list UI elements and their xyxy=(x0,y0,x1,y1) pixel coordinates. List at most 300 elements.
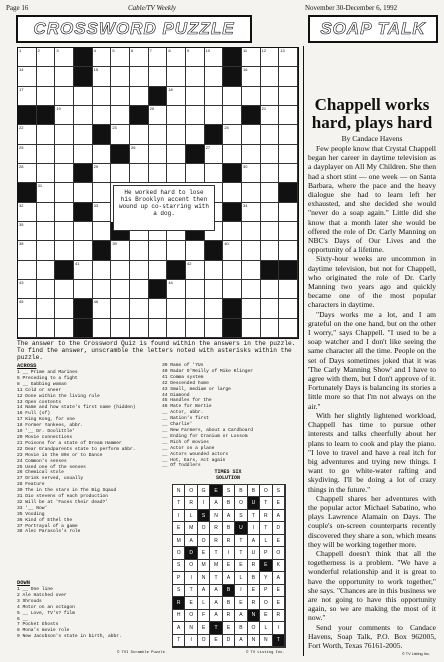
clue-number: 44 xyxy=(168,280,173,285)
solution-letter: P xyxy=(260,547,272,559)
grid-cell[interactable] xyxy=(18,280,37,299)
solution-letter: E xyxy=(223,560,235,572)
solution-letter: R xyxy=(223,535,235,547)
black-square xyxy=(205,125,224,144)
solution-black-cell: E xyxy=(210,485,222,497)
grid-cell[interactable] xyxy=(111,87,130,106)
clue-number: 15 xyxy=(93,67,99,73)
across-clue: __ Ending for Cranium or Lossom xyxy=(162,433,248,439)
grid-cell[interactable] xyxy=(261,164,280,183)
clue-number: 11 xyxy=(242,48,248,53)
grid-cell[interactable] xyxy=(167,106,186,125)
grid-cell[interactable] xyxy=(37,125,56,144)
across-clue: 41 Comma system xyxy=(162,374,204,380)
grid-cell[interactable] xyxy=(130,125,149,144)
grid-cell[interactable] xyxy=(37,261,56,280)
grid-cell[interactable] xyxy=(93,48,115,67)
down-clue: 4 Motor on an octagon xyxy=(17,604,75,610)
grid-cell[interactable] xyxy=(205,48,224,67)
grid-cell[interactable] xyxy=(205,106,224,125)
grid-cell[interactable] xyxy=(55,87,74,106)
grid-cell[interactable] xyxy=(74,87,93,106)
solution-letter: T xyxy=(185,585,197,597)
grid-cell[interactable] xyxy=(261,125,280,144)
soap-talk-banner xyxy=(308,15,438,43)
grid-cell[interactable] xyxy=(279,67,298,86)
across-clue: 11 Cold or sneer xyxy=(17,387,62,393)
grid-cell[interactable] xyxy=(167,319,186,338)
black-square xyxy=(223,164,242,183)
black-square xyxy=(130,106,149,125)
solution-letter: F xyxy=(198,610,210,622)
center-clue-text: He worked hard to lose his Brooklyn accent then wound up co-starring with a dog. xyxy=(118,189,209,217)
solution-letter: E xyxy=(260,610,272,622)
grid-cell[interactable] xyxy=(74,280,93,299)
grid-cell[interactable] xyxy=(55,48,74,67)
grid-cell[interactable] xyxy=(18,319,37,338)
grid-cell[interactable] xyxy=(261,145,280,164)
grid-cell[interactable] xyxy=(130,299,149,318)
grid-cell[interactable] xyxy=(55,280,74,299)
solution-letter: A xyxy=(223,510,235,522)
grid-cell[interactable] xyxy=(18,203,37,222)
solution-black-cell: E xyxy=(260,560,272,572)
grid-cell[interactable] xyxy=(205,261,224,280)
grid-cell[interactable] xyxy=(18,299,37,318)
grid-cell[interactable] xyxy=(130,67,149,86)
grid-cell[interactable] xyxy=(242,164,261,183)
grid-cell[interactable] xyxy=(55,145,74,164)
grid-cell[interactable] xyxy=(149,67,168,86)
grid-cell[interactable] xyxy=(279,319,298,338)
grid-cell[interactable] xyxy=(111,125,130,144)
grid-cell[interactable] xyxy=(111,280,130,299)
grid-cell[interactable] xyxy=(205,319,224,338)
down-clue: 3 Shrouds xyxy=(17,598,42,604)
down-clue: 2 Ale Hatched over xyxy=(17,592,67,598)
grid-cell[interactable] xyxy=(37,67,56,86)
solution-letter: A xyxy=(235,610,247,622)
grid-cell[interactable] xyxy=(55,241,74,260)
grid-cell[interactable] xyxy=(261,222,280,241)
across-clue: 19 '__ Dr. Doolittle' xyxy=(17,429,75,435)
solution-letter: E xyxy=(248,585,260,597)
grid-cell[interactable] xyxy=(93,319,112,338)
grid-cell[interactable] xyxy=(37,299,56,318)
grid-cell[interactable] xyxy=(261,87,280,106)
grid-cell[interactable] xyxy=(130,164,149,183)
grid-cell[interactable] xyxy=(93,145,112,164)
grid-cell[interactable] xyxy=(279,241,298,260)
black-square xyxy=(93,125,112,144)
grid-cell[interactable] xyxy=(279,299,298,318)
grid-cell[interactable] xyxy=(37,145,56,164)
grid-cell[interactable] xyxy=(130,241,149,260)
clue-number: 33 xyxy=(93,202,99,208)
grid-cell[interactable] xyxy=(242,280,261,299)
across-clue: 12 Done within the living rule xyxy=(17,393,100,399)
grid-cell[interactable] xyxy=(18,67,37,86)
clue-number: 28 xyxy=(19,164,24,169)
solution-letter: A xyxy=(273,572,285,584)
solution-letter: I xyxy=(248,522,260,534)
grid-cell[interactable] xyxy=(242,299,261,318)
grid-cell[interactable] xyxy=(167,67,186,86)
grid-cell[interactable] xyxy=(130,87,149,106)
black-square xyxy=(55,261,74,280)
grid-cell[interactable] xyxy=(186,125,205,144)
solution-letter: O xyxy=(260,485,272,497)
grid-cell[interactable] xyxy=(37,280,56,299)
solution-letter: A xyxy=(248,535,260,547)
solution-letter: A xyxy=(210,597,222,609)
grid-cell[interactable] xyxy=(93,261,112,280)
grid-cell[interactable] xyxy=(186,106,205,125)
grid-cell[interactable] xyxy=(55,67,74,86)
clue-number: 8 xyxy=(168,48,171,53)
grid-cell[interactable] xyxy=(261,67,280,86)
grid-cell[interactable] xyxy=(149,145,168,164)
across-clue: 32 Will be at 'Faces their dead?' xyxy=(17,499,108,505)
solution-letter: O xyxy=(198,522,210,534)
grid-cell[interactable] xyxy=(242,145,261,164)
grid-cell[interactable] xyxy=(55,164,74,183)
across-clue: 20 Movie connections xyxy=(17,434,73,440)
clue-number: 10 xyxy=(205,48,211,53)
grid-cell[interactable] xyxy=(167,87,186,106)
black-square xyxy=(74,319,93,338)
solution-letter: B xyxy=(248,572,260,584)
article-paragraph: Send your comments to Candace Havens, Soap Talk, P.O. Box 962005, Fort Worth, Texas 76161-2005. xyxy=(308,622,436,650)
solution-letter: L xyxy=(235,572,247,584)
article-credit: © TV Listing Inc. xyxy=(402,652,430,656)
grid-cell[interactable] xyxy=(279,203,298,222)
grid-cell[interactable] xyxy=(111,319,130,338)
grid-cell[interactable] xyxy=(261,241,280,260)
solution-black-cell: T xyxy=(210,622,222,634)
clue-number: 21 xyxy=(261,106,267,111)
solution-letter: N xyxy=(198,572,210,584)
grid-cell[interactable] xyxy=(93,299,112,318)
grid-cell[interactable] xyxy=(242,261,261,280)
solution-letter: I xyxy=(185,635,197,647)
grid-cell[interactable] xyxy=(93,183,112,202)
grid-cell[interactable] xyxy=(55,203,74,222)
grid-cell[interactable] xyxy=(242,87,261,106)
grid-cell[interactable] xyxy=(93,87,112,106)
solution-letter: U xyxy=(248,547,260,559)
solution-letter: T xyxy=(173,635,185,647)
grid-cell[interactable] xyxy=(167,164,186,183)
grid-cell[interactable] xyxy=(149,261,168,280)
grid-cell[interactable] xyxy=(279,164,298,183)
grid-cell[interactable] xyxy=(149,241,168,260)
grid-cell[interactable] xyxy=(18,222,37,241)
grid-cell[interactable] xyxy=(55,125,74,144)
black-square xyxy=(74,67,93,86)
clue-number: 3 xyxy=(56,48,59,53)
grid-cell[interactable] xyxy=(37,48,59,67)
solution-letter: K xyxy=(273,560,285,572)
solution-black-cell: S xyxy=(198,510,210,522)
grid-cell[interactable] xyxy=(130,145,149,164)
grid-cell[interactable] xyxy=(205,145,224,164)
across-clue: 14 Name and how state's first name (hidden) xyxy=(17,405,136,411)
grid-cell[interactable] xyxy=(130,261,149,280)
grid-cell[interactable] xyxy=(111,48,130,67)
grid-cell[interactable] xyxy=(167,125,186,144)
across-clue: __ Hot, Ears, Act again xyxy=(162,457,226,463)
article-paragraph: Chappell doesn't think that all the togetherness is a problem. "We have a wonderful relationship and it is great to have the opportunity to work together," she says. "Chances are in this business we are not going to have this opportunity again, so we are making the most of it now." xyxy=(308,548,436,623)
grid-cell[interactable] xyxy=(111,67,130,86)
grid-cell[interactable] xyxy=(279,125,298,144)
across-clue: 8 __ Gabbing woman xyxy=(17,381,67,387)
solution-letter: E xyxy=(223,622,235,634)
grid-cell[interactable] xyxy=(223,106,242,125)
grid-cell[interactable] xyxy=(37,203,56,222)
solution-letter: O xyxy=(248,622,260,634)
grid-cell[interactable] xyxy=(242,125,261,144)
article-headline: Chappell works hard, plays hard xyxy=(311,95,433,132)
grid-cell[interactable] xyxy=(149,319,168,338)
solution-letter: P xyxy=(173,572,185,584)
down-clue: 8 Mona's movie role xyxy=(17,628,70,634)
grid-cell[interactable] xyxy=(93,106,112,125)
across-clue: 22 Dear Grandparents state to perform abbr. xyxy=(17,446,136,452)
grid-cell[interactable] xyxy=(242,241,261,260)
solution-letter: Y xyxy=(260,572,272,584)
grid-cell[interactable] xyxy=(130,280,149,299)
across-clue: 46 Mate for Bertie xyxy=(162,404,212,410)
solution-letter: A xyxy=(210,585,222,597)
grid-cell[interactable] xyxy=(167,241,186,260)
solution-letter: E xyxy=(235,597,247,609)
solution-letter: E xyxy=(185,597,197,609)
grid-cell[interactable] xyxy=(279,222,298,241)
grid-cell[interactable] xyxy=(74,241,93,260)
grid-cell[interactable] xyxy=(279,106,298,125)
clue-number: 14 xyxy=(19,67,24,73)
clue-number: 16 xyxy=(242,67,248,73)
clue-number: 35 xyxy=(19,222,24,227)
grid-cell[interactable] xyxy=(18,48,37,67)
black-square xyxy=(223,319,242,338)
grid-cell[interactable] xyxy=(18,164,37,183)
grid-cell[interactable] xyxy=(149,106,168,125)
across-clue: 27 Drink served, usually xyxy=(17,476,84,482)
across-clue: __ Actors wounded actors xyxy=(162,451,229,457)
grid-cell[interactable] xyxy=(93,67,112,86)
grid-cell[interactable] xyxy=(186,67,205,86)
grid-cell[interactable] xyxy=(167,299,186,318)
grid-cell[interactable] xyxy=(223,145,242,164)
grid-cell[interactable] xyxy=(74,222,93,241)
clue-number: 45 xyxy=(19,299,24,305)
solution-letter: D xyxy=(273,522,285,534)
grid-cell[interactable] xyxy=(261,48,280,67)
grid-cell[interactable] xyxy=(18,125,37,144)
solution-letter: S xyxy=(173,585,185,597)
grid-cell[interactable] xyxy=(37,164,56,183)
grid-cell[interactable] xyxy=(186,241,205,260)
solution-letter: R xyxy=(248,597,260,609)
black-square xyxy=(261,261,280,280)
grid-cell[interactable] xyxy=(55,222,74,241)
across-clue: 33 '__ Now' xyxy=(17,505,48,511)
grid-cell[interactable] xyxy=(74,125,93,144)
grid-cell[interactable] xyxy=(149,164,168,183)
grid-cell[interactable] xyxy=(261,203,280,222)
across-clue: __ Of Toddlers xyxy=(162,463,201,469)
grid-cell[interactable] xyxy=(205,299,224,318)
black-square xyxy=(111,145,130,164)
grid-cell[interactable] xyxy=(167,48,186,67)
clue-number: 7 xyxy=(149,48,152,53)
across-clue: 25 Used one of the senses xyxy=(17,464,86,470)
across-clue: 45 Handles for the xyxy=(162,398,212,404)
grid-cell[interactable] xyxy=(223,280,242,299)
across-clue: 23 Movie in the 80s or to Dance xyxy=(17,452,103,458)
grid-cell[interactable] xyxy=(186,48,205,67)
solution-letter: S xyxy=(235,510,247,522)
grid-cell[interactable] xyxy=(205,87,224,106)
grid-cell[interactable] xyxy=(167,280,186,299)
grid-cell[interactable] xyxy=(93,164,112,183)
grid-cell[interactable] xyxy=(205,280,224,299)
grid-cell[interactable] xyxy=(74,183,93,202)
grid-cell[interactable] xyxy=(37,222,56,241)
grid-cell[interactable] xyxy=(242,319,261,338)
grid-cell[interactable] xyxy=(18,261,37,280)
black-square xyxy=(74,48,93,67)
soap-talk-banner-text: SOAP TALK xyxy=(320,19,426,38)
grid-cell[interactable] xyxy=(55,299,74,318)
grid-cell[interactable] xyxy=(223,261,242,280)
clue-number: 24 xyxy=(224,125,229,131)
solution-letter: S xyxy=(173,560,185,572)
black-square xyxy=(223,48,242,67)
grid-cell[interactable] xyxy=(205,67,224,86)
grid-cell[interactable] xyxy=(279,87,298,106)
solution-letter: H xyxy=(173,610,185,622)
grid-cell[interactable] xyxy=(18,145,37,164)
across-clue: 42 Descended home xyxy=(162,380,209,386)
grid-cell[interactable] xyxy=(74,106,93,125)
solution-letter: A xyxy=(198,585,210,597)
grid-cell[interactable] xyxy=(55,319,74,338)
grid-cell[interactable] xyxy=(279,145,298,164)
grid-cell[interactable] xyxy=(261,299,280,318)
grid-cell[interactable] xyxy=(111,106,130,125)
solution-letter: L xyxy=(185,510,197,522)
grid-cell[interactable] xyxy=(242,222,261,241)
grid-cell[interactable] xyxy=(261,319,280,338)
grid-cell[interactable] xyxy=(279,280,298,299)
solution-letter: E xyxy=(273,585,285,597)
grid-cell[interactable] xyxy=(242,183,261,202)
grid-cell[interactable] xyxy=(149,125,168,144)
solution-letter: G xyxy=(198,485,210,497)
puzzle-credit: © TVI Scramble Puzzle xyxy=(117,651,165,655)
grid-cell[interactable] xyxy=(37,183,56,202)
grid-cell[interactable] xyxy=(111,241,130,260)
grid-cell[interactable] xyxy=(167,145,186,164)
grid-cell[interactable] xyxy=(223,125,242,144)
grid-cell[interactable] xyxy=(37,87,56,106)
grid-cell[interactable] xyxy=(279,48,298,67)
solution-letter: P xyxy=(260,585,272,597)
solution-letter: L xyxy=(198,597,210,609)
solution-black-cell: T xyxy=(273,635,285,647)
solution-letter: E xyxy=(273,497,285,509)
across-clue: 21 Poisons for a state of Dream Hammer xyxy=(17,440,122,446)
grid-cell[interactable] xyxy=(111,164,130,183)
across-clue: 16 Full (of) xyxy=(17,411,51,417)
page-number: Page 16 xyxy=(6,4,29,12)
grid-cell[interactable] xyxy=(93,222,112,241)
grid-cell[interactable] xyxy=(261,280,280,299)
grid-cell[interactable] xyxy=(186,319,205,338)
grid-cell[interactable] xyxy=(223,241,242,260)
grid-cell[interactable] xyxy=(74,261,93,280)
grid-cell[interactable] xyxy=(242,67,261,86)
grid-cell[interactable] xyxy=(74,145,93,164)
grid-cell[interactable] xyxy=(223,183,242,202)
clue-number: 9 xyxy=(186,48,190,53)
grid-cell[interactable] xyxy=(223,87,242,106)
across-clues-right xyxy=(162,363,297,469)
grid-cell[interactable] xyxy=(111,261,130,280)
article-paragraph: Sixty-hour weeks are uncommon in daytime television, but not for Chappell, who originated the role of Dr. Carly Manning two years ago and quickly became one of the most popular characters in daytime. xyxy=(308,254,436,310)
grid-cell[interactable] xyxy=(223,222,242,241)
grid-cell[interactable] xyxy=(186,164,205,183)
across-clue: __ Actor on a plane xyxy=(162,445,215,451)
grid-cell[interactable] xyxy=(18,241,37,260)
grid-cell[interactable] xyxy=(186,261,205,280)
grid-cell[interactable] xyxy=(205,164,224,183)
solution-letter: N xyxy=(248,635,260,647)
grid-cell[interactable] xyxy=(37,319,56,338)
grid-cell[interactable] xyxy=(55,106,74,125)
black-square xyxy=(149,87,168,106)
clue-number: 38 xyxy=(19,241,24,247)
clue-number: 40 xyxy=(224,241,229,247)
grid-cell[interactable] xyxy=(93,280,112,299)
grid-cell[interactable] xyxy=(55,183,74,202)
grid-cell[interactable] xyxy=(242,203,261,222)
grid-cell[interactable] xyxy=(18,87,37,106)
grid-cell[interactable] xyxy=(149,299,168,318)
grid-cell[interactable] xyxy=(130,319,149,338)
grid-cell[interactable] xyxy=(242,48,261,67)
grid-cell[interactable] xyxy=(37,241,56,260)
grid-cell[interactable] xyxy=(186,280,205,299)
across-clue: 43 Small, medium or large xyxy=(162,386,231,392)
grid-cell[interactable] xyxy=(93,203,112,222)
grid-cell[interactable] xyxy=(186,299,205,318)
crossword-banner xyxy=(16,15,252,43)
black-square xyxy=(93,241,112,260)
grid-cell[interactable] xyxy=(261,183,280,202)
solution-letter: T xyxy=(210,572,222,584)
grid-cell[interactable] xyxy=(111,299,130,318)
grid-cell[interactable] xyxy=(149,48,171,67)
grid-cell[interactable] xyxy=(261,106,280,125)
grid-cell[interactable] xyxy=(186,87,205,106)
grid-cell[interactable] xyxy=(130,48,149,67)
solution-letter: O xyxy=(273,547,285,559)
across-clue: 26 Chemical stole xyxy=(17,470,64,476)
